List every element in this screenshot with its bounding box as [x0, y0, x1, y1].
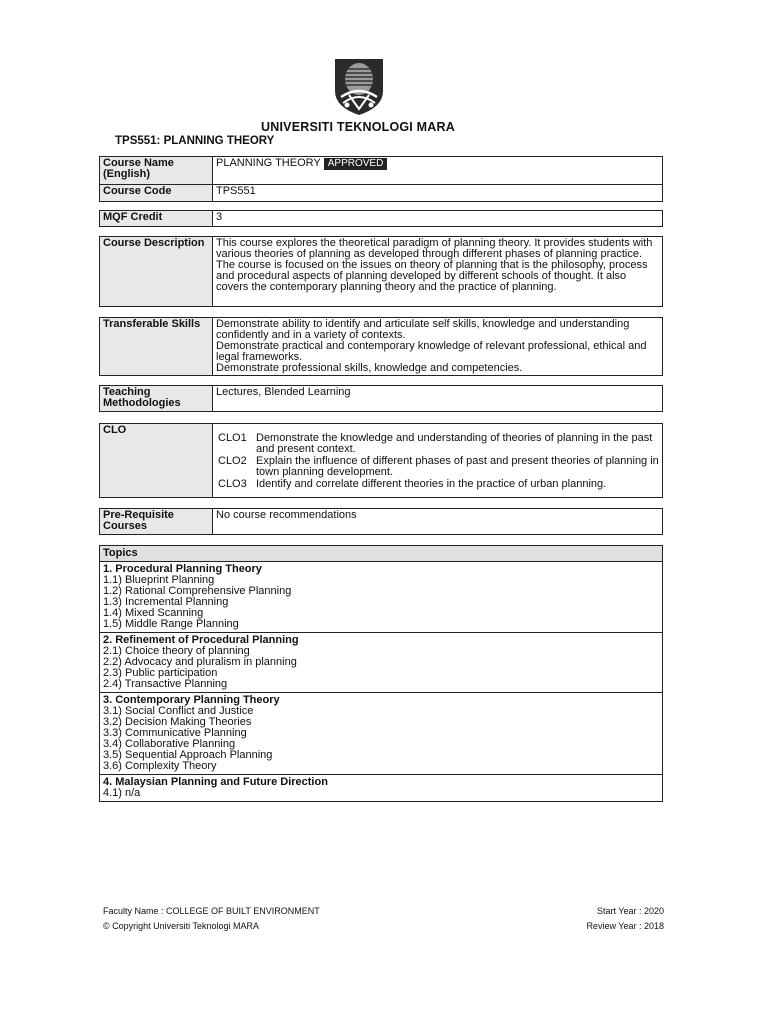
transferable-skills-label: Transferable Skills [100, 318, 213, 376]
topic-item: 2.1) Choice theory of planning [103, 645, 250, 657]
course-code-label: Course Code [100, 185, 213, 202]
approved-badge: APPROVED [324, 158, 388, 170]
topic-item: 4.1) n/a [103, 787, 141, 799]
course-name-label: Course Name (English) [100, 157, 213, 185]
mqf-credit-label: MQF Credit [100, 211, 213, 227]
course-description-label: Course Description [100, 237, 213, 307]
course-info-table [99, 156, 663, 202]
topic-item: 1.1) Blueprint Planning [103, 574, 215, 586]
review-year: Review Year : 2018 [586, 921, 664, 931]
prerequisite-label: Pre-Requisite Courses [100, 509, 213, 535]
topic-item: 3.3) Communicative Planning [103, 727, 247, 739]
topic-title: 4. Malaysian Planning and Future Direction [103, 776, 328, 788]
course-description-value: This course explores the theoretical paradigm of planning theory. It provides students with various theories of planning as developed through different phases of planning practice. The course is focused on the issues on theory of planning that is the philosophy, process and procedural aspects of planning developed by different schools of thought. It also covers the contemporary planning theory and the practice of planning. [213, 237, 663, 307]
course-name-value: PLANNING THEORY [216, 157, 321, 169]
clo-code: CLO2 [218, 455, 247, 467]
mqf-credit-value: 3 [213, 211, 663, 227]
clo-cell [213, 424, 663, 498]
faculty-name: Faculty Name : COLLEGE OF BUILT ENVIRONMENT [103, 906, 320, 916]
topic-group [100, 633, 663, 693]
clo-label: CLO [100, 424, 213, 498]
clo-item [218, 456, 659, 479]
topic-title: 1. Procedural Planning Theory [103, 563, 262, 575]
clo-text: Identify and correlate different theories in the practice of urban planning. [256, 478, 607, 490]
topic-item: 1.4) Mixed Scanning [103, 607, 204, 619]
topic-title: 3. Contemporary Planning Theory [103, 694, 280, 706]
topic-item: 2.3) Public participation [103, 667, 218, 679]
mqf-credit-table [99, 210, 663, 227]
topic-item: 1.2) Rational Comprehensive Planning [103, 585, 292, 597]
transferable-skills-cell [213, 318, 663, 376]
topic-group [100, 775, 663, 802]
skill-item: Demonstrate ability to identify and articulate self skills, knowledge and understanding confidently and in a variety of contexts. [216, 318, 630, 341]
topics-header: Topics [100, 546, 663, 562]
clo-code: CLO1 [218, 432, 247, 444]
prerequisite-value: No course recommendations [213, 509, 663, 535]
prerequisite-table [99, 508, 663, 535]
topic-item: 1.3) Incremental Planning [103, 596, 229, 608]
clo-item [218, 479, 659, 491]
course-description-table [99, 236, 663, 307]
start-year: Start Year : 2020 [596, 906, 664, 916]
course-name-cell [213, 157, 663, 185]
topic-item: 3.4) Collaborative Planning [103, 738, 236, 750]
clo-table [99, 423, 663, 498]
clo-text: Explain the influence of different phases of past and present theories of planning in town planning development. [256, 455, 659, 478]
topic-group [100, 693, 663, 775]
topic-group [100, 562, 663, 633]
clo-item [218, 433, 659, 456]
topic-item: 3.2) Decision Making Theories [103, 716, 252, 728]
clo-text: Demonstrate the knowledge and understanding of theories of planning in the past and present context. [256, 432, 653, 455]
teaching-value: Lectures, Blended Learning [213, 386, 663, 412]
topic-item: 1.5) Middle Range Planning [103, 618, 239, 630]
topics-table [99, 545, 663, 802]
clo-list [218, 433, 659, 491]
topic-item: 3.6) Complexity Theory [103, 760, 217, 772]
topic-item: 2.2) Advocacy and pluralism in planning [103, 656, 297, 668]
transferable-skills-table [99, 317, 663, 376]
skill-item: Demonstrate professional skills, knowledge and competencies. [216, 362, 523, 374]
course-code-value: TPS551 [213, 185, 663, 202]
copyright: © Copyright Universiti Teknologi MARA [103, 921, 260, 931]
course-heading: TPS551: PLANNING THEORY [115, 135, 275, 147]
topic-item: 3.5) Sequential Approach Planning [103, 749, 273, 761]
skill-item: Demonstrate practical and contemporary knowledge of relevant professional, ethical and legal frameworks. [216, 340, 647, 363]
topic-item: 2.4) Transactive Planning [103, 678, 228, 690]
topic-title: 2. Refinement of Procedural Planning [103, 634, 299, 646]
uitm-logo [331, 55, 387, 117]
teaching-label: Teaching Methodologies [100, 386, 213, 412]
university-name: UNIVERSITI TEKNOLOGI MARA [261, 120, 455, 134]
clo-code: CLO3 [218, 478, 247, 490]
topic-item: 3.1) Social Conflict and Justice [103, 705, 254, 717]
teaching-table [99, 385, 663, 412]
